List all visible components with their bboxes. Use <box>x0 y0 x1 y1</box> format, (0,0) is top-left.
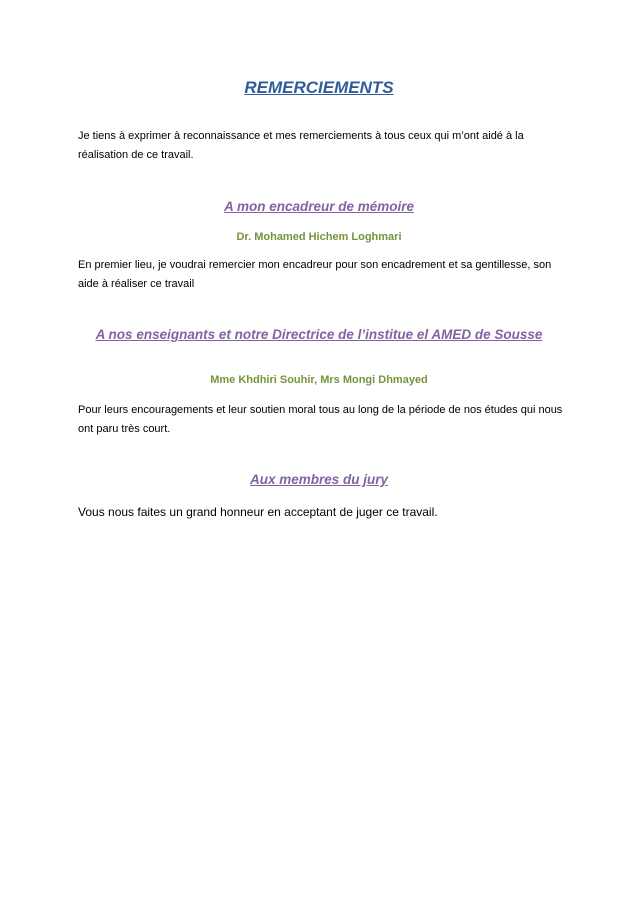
section-text-enseignants: Pour leurs encouragements et leur soutien moral tous au long de la période de nos études qui nous ont paru très court. <box>78 404 563 435</box>
section-heading-encadreur: A mon encadreur de mémoire <box>223 199 415 214</box>
section-name-encadreur: Dr. Mohamed Hichem Loghmari <box>236 231 402 243</box>
intro-paragraph: Je tiens à exprimer à reconnaissance et mes remerciements à tous ceux qui m’ont aidé à la réalisation de ce travail. <box>78 130 524 161</box>
section-text-encadreur: En premier lieu, je voudrai remercier mon encadreur pour son encadrement et sa gentillesse, son aide à réaliser ce travail <box>78 259 552 290</box>
section-heading-jury: Aux membres du jury <box>249 472 389 487</box>
section-text-jury: Vous nous faites un grand honneur en acceptant de juger ce travail. <box>78 505 438 519</box>
page-title: REMERCIEMENTS <box>244 78 394 97</box>
section-name-enseignants: Mme Khdhiri Souhir, Mrs Mongi Dhmayed <box>210 374 428 386</box>
section-heading-enseignants: A nos enseignants et notre Directrice de l’institue el AMED de Sousse <box>95 327 543 342</box>
